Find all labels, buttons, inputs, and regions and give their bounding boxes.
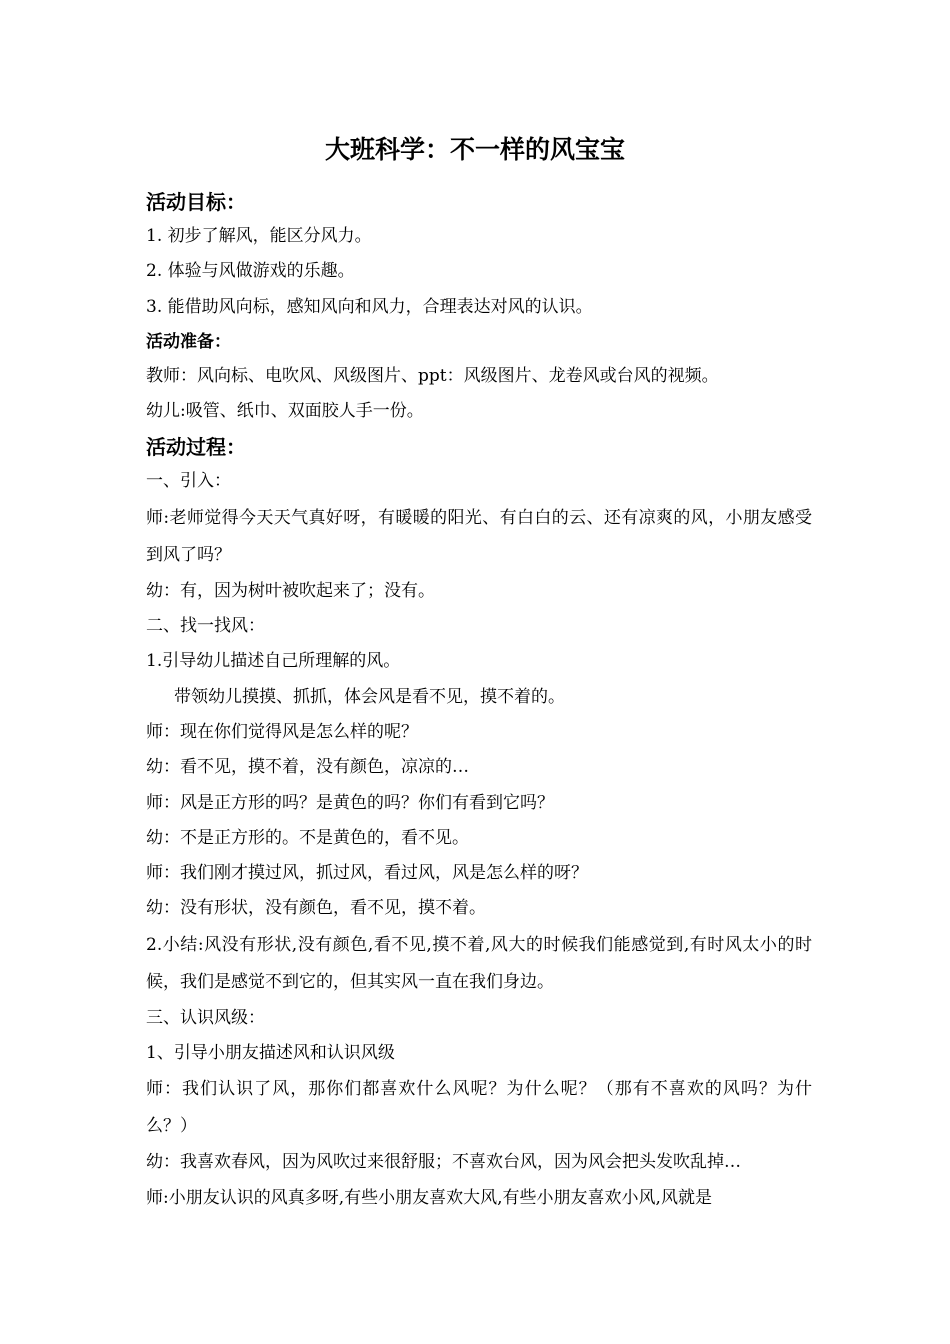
section-heading-find-wind: 二、找一找风： (146, 616, 265, 637)
goal-item: 1. 初步了解风，能区分风力。 (146, 226, 372, 246)
dialogue-line: 师:老师觉得今天天气真好呀，有暖暖的阳光、有白白的云、还有凉爽的风，小朋友感受到风了吗？ (146, 507, 812, 565)
step-line: 1.引导幼儿描述自己所理解的风。 (146, 651, 401, 672)
goal-item: 3. 能借助风向标，感知风向和风力，合理表达对风的认识。 (146, 296, 593, 317)
document-title: 大班科学：不一样的风宝宝 (324, 135, 625, 164)
step-line: 1、引导小朋友描述风和认识风级 (146, 1043, 395, 1064)
dialogue-line: 师：风是正方形的吗？是黄色的吗？你们有看到它吗？ (146, 792, 554, 813)
prep-children: 幼儿:吸管、纸巾、双面胶人手一份。 (146, 401, 424, 422)
dialogue-line: 幼：不是正方形的。不是黄色的，看不见。 (146, 827, 469, 848)
goals-heading: 活动目标： (146, 190, 246, 214)
dialogue-line: 幼：看不见，摸不着，没有颜色，凉凉的… (146, 757, 469, 778)
goal-item: 2. 体验与风做游戏的乐趣。 (146, 261, 355, 282)
dialogue-line: 幼：有，因为树叶被吹起来了；没有。 (146, 580, 435, 601)
process-heading: 活动过程： (146, 435, 246, 460)
section-heading-intro: 一、引入： (146, 471, 231, 492)
dialogue-line: 幼：没有形状，没有颜色，看不见，摸不着。 (146, 898, 486, 919)
summary-line: 2.小结:风没有形状,没有颜色,看不见,摸不着,风大的时候我们能感觉到,有时风太小的时候，我们是感觉不到它的，但其实风一直在我们身边。 (146, 934, 812, 992)
dialogue-line: 幼：我喜欢春风，因为风吹过来很舒服；不喜欢台风，因为风会把头发吹乱掉… (146, 1152, 741, 1173)
dialogue-line: 师：我们认识了风，那你们都喜欢什么风呢？为什么呢？（那有不喜欢的风吗？为什么？） (146, 1079, 812, 1137)
prep-teacher: 教师：风向标、电吹风、风级图片、ppt：风级图片、龙卷风或台风的视频。 (146, 365, 719, 386)
prep-heading: 活动准备： (146, 331, 231, 352)
dialogue-line: 师：现在你们觉得风是怎么样的呢？ (146, 721, 418, 742)
dialogue-line: 师：我们刚才摸过风，抓过风，看过风，风是怎么样的呀？ (146, 863, 588, 884)
step-detail: 带领幼儿摸摸、抓抓，体会风是看不见，摸不着的。 (174, 686, 565, 707)
section-heading-wind-scale: 三、认识风级： (146, 1007, 265, 1028)
dialogue-line: 师:小朋友认识的风真多呀,有些小朋友喜欢大风,有些小朋友喜欢小风,风就是 (146, 1187, 712, 1208)
document-body (146, 186, 812, 1216)
